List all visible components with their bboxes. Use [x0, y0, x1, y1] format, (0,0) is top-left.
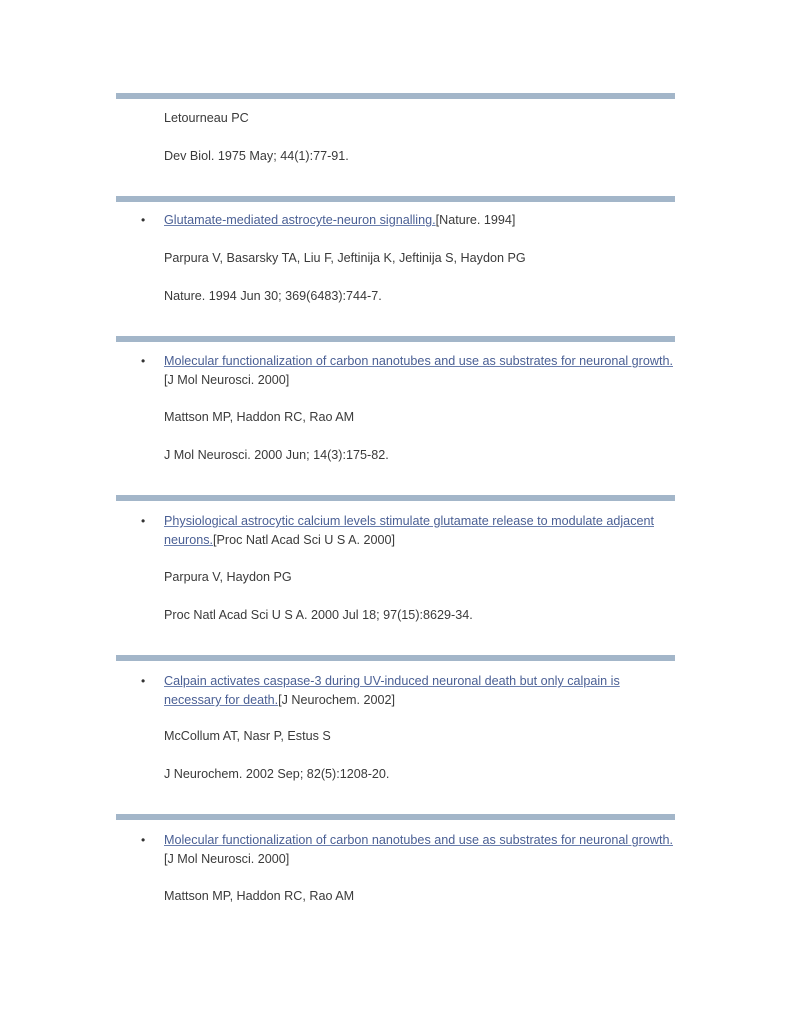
- bullet-icon: •: [141, 833, 146, 847]
- section-divider: [116, 93, 675, 99]
- section-divider: [116, 336, 675, 342]
- bullet-icon: •: [141, 213, 146, 227]
- bullet-icon: •: [141, 514, 146, 528]
- section-divider: [116, 814, 675, 820]
- entry-citation: J Mol Neurosci. 2000 Jun; 14(3):175-82.: [164, 448, 389, 462]
- bullet-icon: •: [141, 354, 146, 368]
- article-link[interactable]: Molecular functionalization of carbon nanotubes and use as substrates for neuronal growth.: [164, 833, 673, 847]
- entry-source: [J Mol Neurosci. 2000]: [164, 852, 290, 866]
- article-link[interactable]: Physiological astrocytic calcium levels stimulate glutamate release to modulate adjacent neurons.: [164, 514, 654, 547]
- article-link[interactable]: Glutamate-mediated astrocyte-neuron signalling.: [164, 213, 436, 227]
- entry-title: [164, 831, 676, 869]
- entry-citation: Proc Natl Acad Sci U S A. 2000 Jul 18; 97(15):8629-34.: [164, 608, 473, 622]
- entry-authors: Parpura V, Haydon PG: [164, 570, 292, 584]
- article-link[interactable]: Calpain activates caspase-3 during UV-induced neuronal death but only calpain is necessary for death.: [164, 674, 620, 707]
- entry-source: [Proc Natl Acad Sci U S A. 2000]: [213, 533, 396, 547]
- entry-authors: Mattson MP, Haddon RC, Rao AM: [164, 889, 355, 903]
- entry-authors: Letourneau PC: [164, 111, 249, 125]
- entry-title: [164, 672, 676, 710]
- section-divider: [116, 196, 675, 202]
- entry-authors: McCollum AT, Nasr P, Estus S: [164, 729, 331, 743]
- section-divider: [116, 655, 675, 661]
- entry-title: [164, 352, 676, 390]
- entry-source: [J Neurochem. 2002]: [278, 693, 396, 707]
- entry-citation: Nature. 1994 Jun 30; 369(6483):744-7.: [164, 289, 382, 303]
- entry-source: [J Mol Neurosci. 2000]: [164, 373, 290, 387]
- entry-authors: Mattson MP, Haddon RC, Rao AM: [164, 410, 355, 424]
- entry-source: [Nature. 1994]: [435, 213, 516, 227]
- entry-title: [164, 512, 676, 550]
- bullet-icon: •: [141, 674, 146, 688]
- entry-citation: J Neurochem. 2002 Sep; 82(5):1208-20.: [164, 767, 390, 781]
- section-divider: [116, 495, 675, 501]
- article-link[interactable]: Molecular functionalization of carbon nanotubes and use as substrates for neuronal growth.: [164, 354, 673, 368]
- entry-citation: Dev Biol. 1975 May; 44(1):77-91.: [164, 149, 349, 163]
- entry-authors: Parpura V, Basarsky TA, Liu F, Jeftinija K, Jeftinija S, Haydon PG: [164, 251, 526, 265]
- entry-title: [164, 211, 676, 230]
